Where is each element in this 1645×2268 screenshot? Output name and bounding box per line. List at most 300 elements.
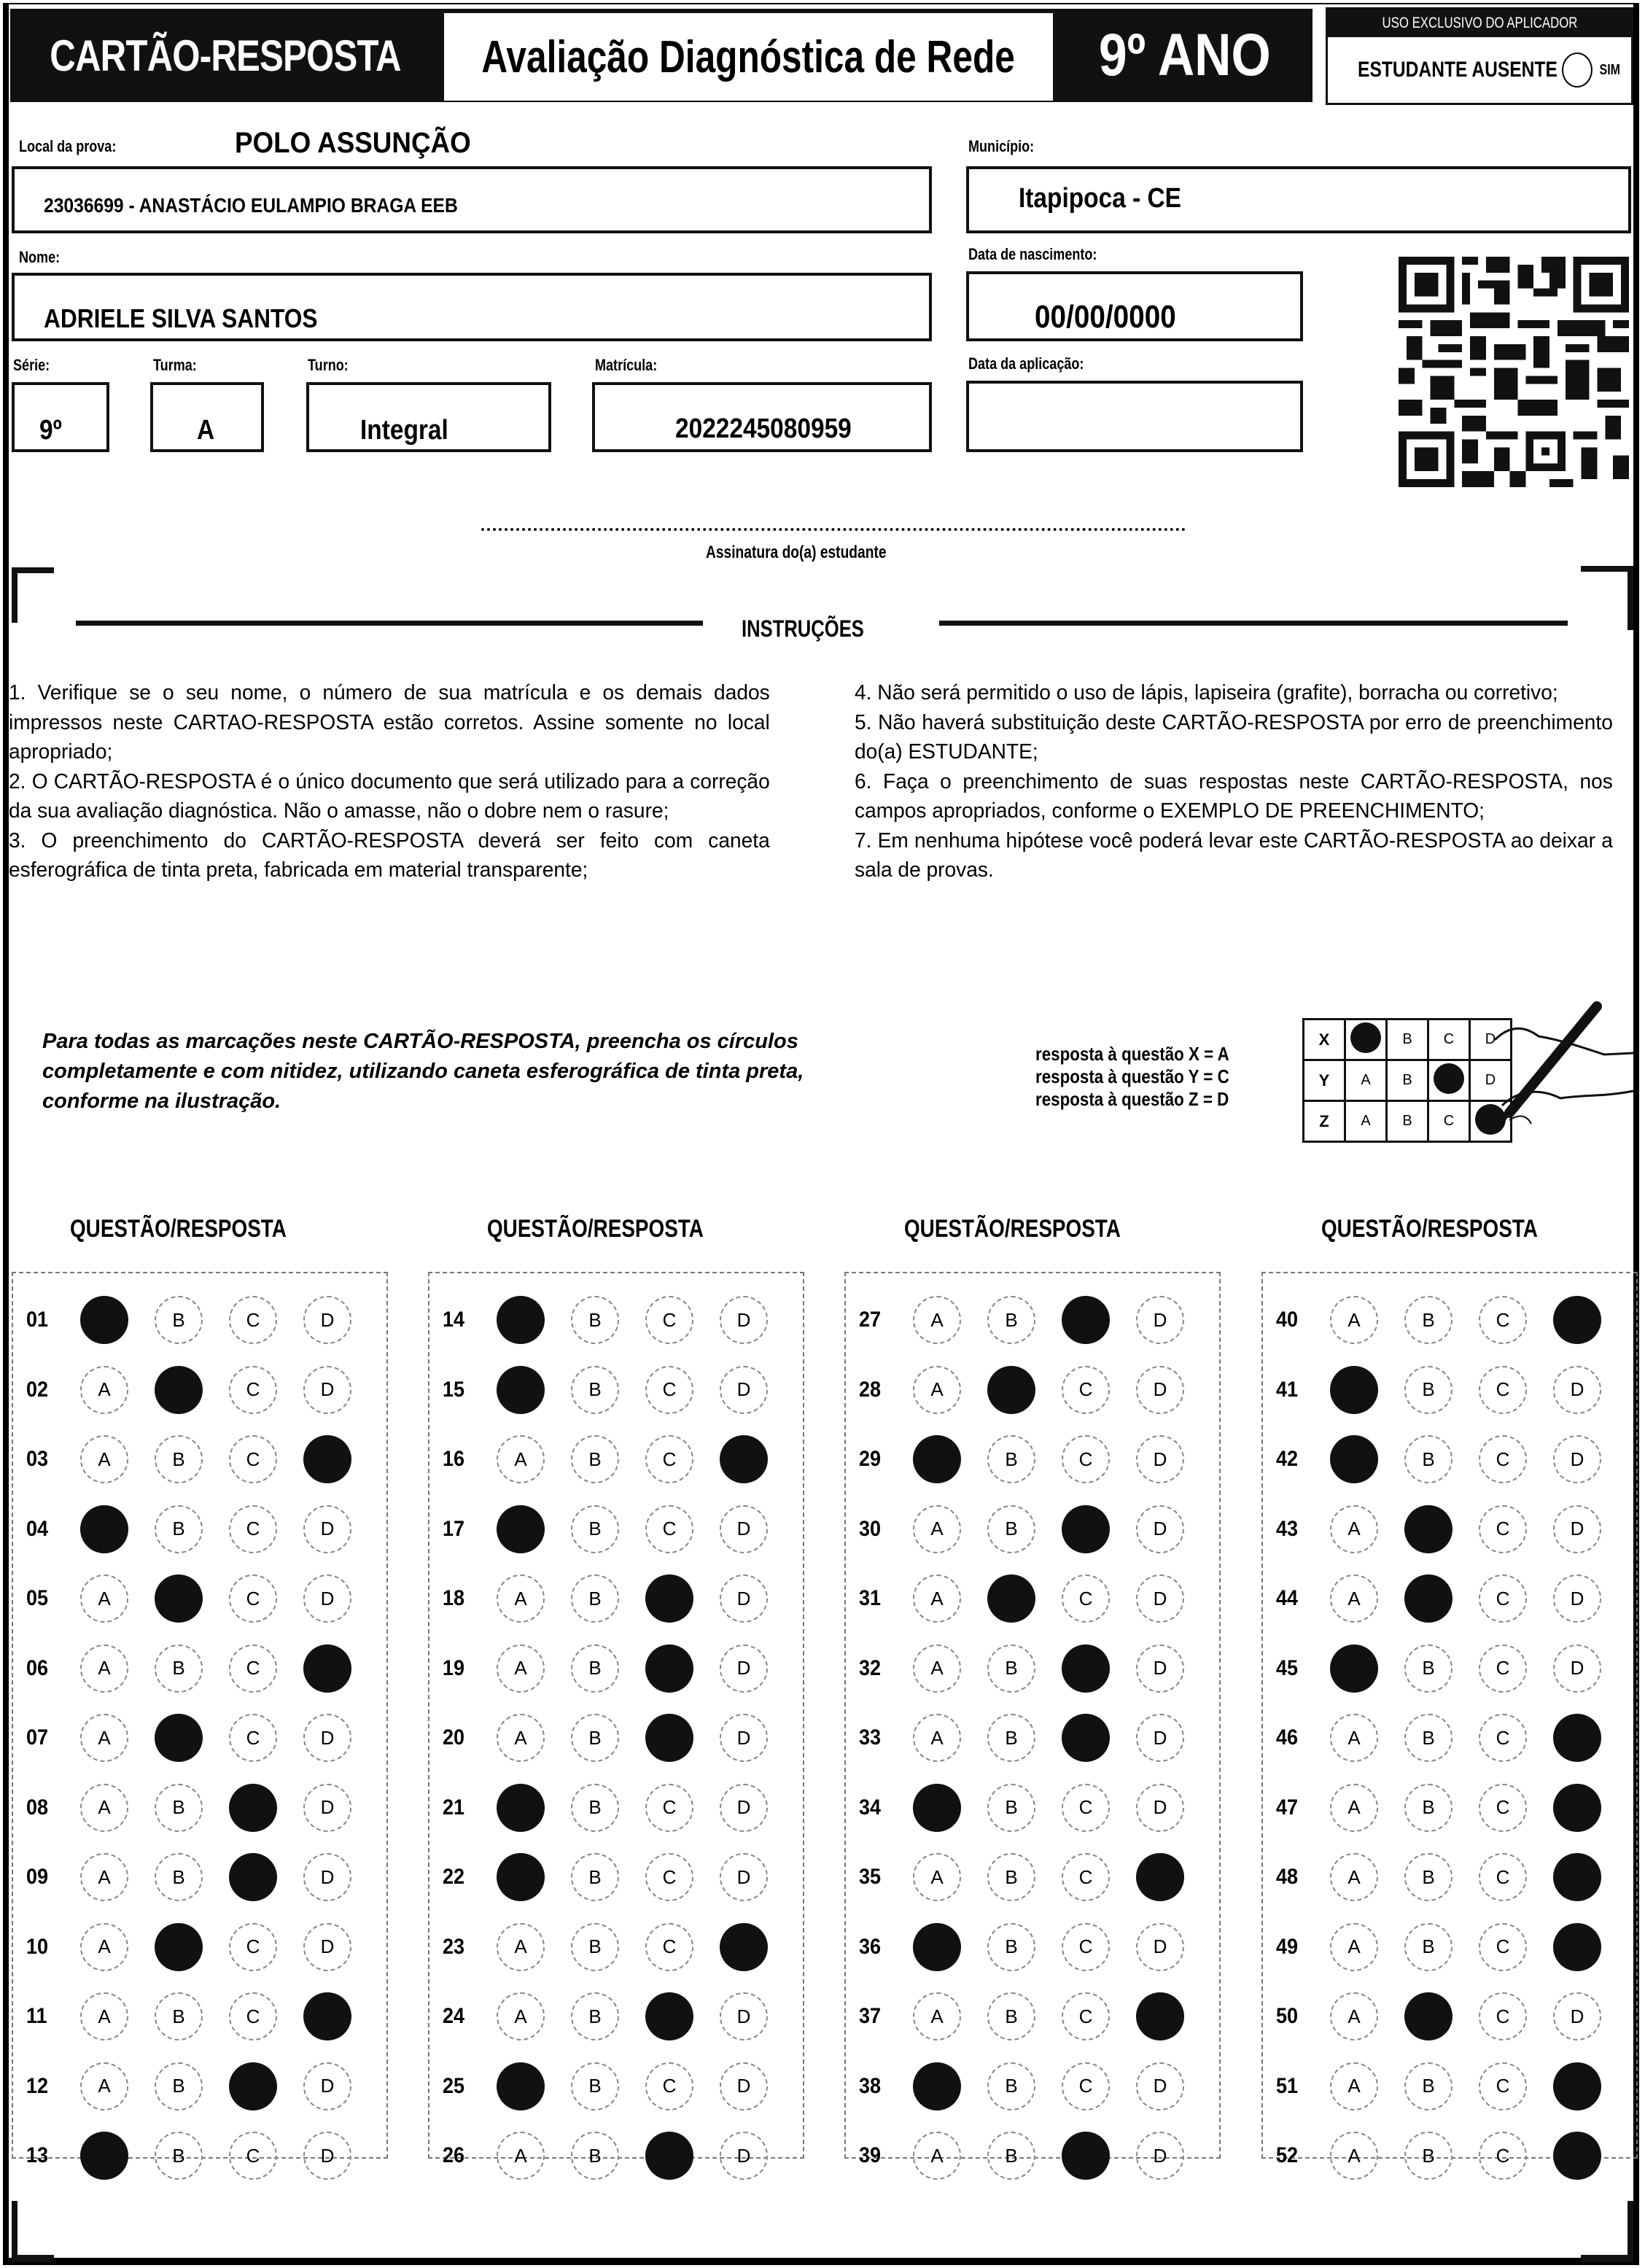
answer-bubble-c[interactable] <box>1062 1296 1110 1344</box>
answer-bubble-d[interactable] <box>720 1923 768 1971</box>
answer-bubble-a[interactable]: A <box>913 1992 961 2040</box>
answer-bubble-b[interactable]: B <box>1404 1784 1452 1832</box>
answer-bubble-b[interactable] <box>155 1923 203 1971</box>
answer-bubble-a[interactable]: A <box>497 1574 545 1623</box>
answer-bubble-b[interactable]: B <box>987 2132 1035 2180</box>
answer-bubble-d[interactable]: D <box>1553 1992 1601 2040</box>
answer-row <box>846 1786 1219 1830</box>
answer-row <box>846 2065 1219 2108</box>
answer-row <box>13 1925 386 1969</box>
answer-bubble-d[interactable] <box>303 1644 351 1693</box>
answer-bubble-c[interactable]: C <box>1479 1714 1527 1762</box>
answer-bubble-d[interactable]: D <box>1553 1435 1601 1483</box>
instructions-rule-right <box>939 621 1568 626</box>
answer-row <box>429 1368 803 1412</box>
answer-row <box>1263 2065 1636 2108</box>
answer-row <box>1263 1577 1636 1620</box>
answer-bubble-c[interactable]: C <box>229 2132 277 2180</box>
answer-bubble-c[interactable]: C <box>1479 2062 1527 2110</box>
question-number: 02 <box>26 1377 49 1402</box>
question-number: 40 <box>1276 1308 1299 1332</box>
answer-bubble-b[interactable]: B <box>571 1644 619 1693</box>
answer-bubble-b[interactable]: B <box>155 1784 203 1832</box>
question-number: 16 <box>443 1447 465 1471</box>
answer-row <box>13 1786 386 1830</box>
answer-bubble-d[interactable]: D <box>303 1366 351 1414</box>
answer-bubble-d[interactable]: D <box>1136 1644 1184 1693</box>
answer-bubble-c[interactable]: C <box>1479 1644 1527 1693</box>
answer-bubble-d[interactable]: D <box>720 2062 768 2110</box>
answer-bubble-b[interactable]: B <box>155 1853 203 1901</box>
answer-bubble-a[interactable]: A <box>1330 1992 1378 2040</box>
answer-bubble-a[interactable]: A <box>913 2132 961 2180</box>
answer-bubble-a[interactable]: A <box>497 1714 545 1762</box>
answer-bubble-a[interactable]: A <box>1330 2132 1378 2180</box>
answer-bubble-b[interactable]: B <box>987 1714 1035 1762</box>
answer-bubble-a[interactable] <box>913 2062 961 2110</box>
answer-bubble-d[interactable]: D <box>1136 1435 1184 1483</box>
answer-bubble-b[interactable]: B <box>571 1505 619 1553</box>
example-option: B <box>1387 1101 1428 1142</box>
answer-row <box>429 2065 803 2108</box>
answer-bubble-a[interactable]: A <box>913 1853 961 1901</box>
answer-bubble-c[interactable]: C <box>1062 1784 1110 1832</box>
question-number: 41 <box>1276 1377 1299 1402</box>
answer-bubble-b[interactable]: B <box>987 1853 1035 1901</box>
answer-bubble-d[interactable]: D <box>303 1714 351 1762</box>
answer-row <box>1263 1925 1636 1969</box>
answer-bubble-a[interactable]: A <box>913 1714 961 1762</box>
answer-bubble-c[interactable]: C <box>645 1435 693 1483</box>
answer-bubble-c[interactable] <box>1062 1644 1110 1693</box>
answer-bubble-d[interactable] <box>1553 2132 1601 2180</box>
answer-bubble-c[interactable]: C <box>1062 2062 1110 2110</box>
answer-bubble-d[interactable]: D <box>303 1574 351 1623</box>
answer-bubble-a[interactable]: A <box>1330 1853 1378 1901</box>
answer-bubble-a[interactable] <box>497 1505 545 1553</box>
answer-bubble-a[interactable]: A <box>497 1435 545 1483</box>
answer-bubble-c[interactable] <box>645 1714 693 1762</box>
answer-bubble-d[interactable]: D <box>720 1296 768 1344</box>
answer-bubble-b[interactable]: B <box>987 1296 1035 1344</box>
answer-bubble-c[interactable]: C <box>229 1296 277 1344</box>
answer-bubble-c[interactable]: C <box>645 1366 693 1414</box>
answer-bubble-b[interactable]: B <box>1404 1714 1452 1762</box>
answer-bubble-a[interactable] <box>1330 1435 1378 1483</box>
question-number: 01 <box>26 1308 49 1332</box>
answer-bubble-c[interactable]: C <box>1062 1853 1110 1901</box>
turno-label: Turno: <box>308 356 349 374</box>
card-title: CARTÃO-RESPOSTA <box>50 31 401 80</box>
answer-bubble-c[interactable]: C <box>229 1574 277 1623</box>
answer-bubble-c[interactable] <box>645 1644 693 1693</box>
answer-bubble-a[interactable]: A <box>80 1923 128 1971</box>
answer-bubble-c[interactable] <box>229 2062 277 2110</box>
answer-row <box>1263 2134 1636 2178</box>
question-number: 50 <box>1276 2004 1299 2028</box>
answer-bubble-c[interactable] <box>645 2132 693 2180</box>
answer-bubble-b[interactable]: B <box>155 2132 203 2180</box>
answer-bubble-d[interactable] <box>1553 1853 1601 1901</box>
answer-bubble-d[interactable]: D <box>1136 1714 1184 1762</box>
answer-bubble-b[interactable] <box>155 1714 203 1762</box>
answer-row <box>1263 1437 1636 1481</box>
answer-bubble-c[interactable]: C <box>1479 1505 1527 1553</box>
answer-bubble-b[interactable]: B <box>155 1644 203 1693</box>
example-option: A <box>1345 1101 1387 1142</box>
answer-bubble-a[interactable] <box>80 1296 128 1344</box>
answer-row <box>13 1298 386 1342</box>
answer-row <box>1263 1507 1636 1551</box>
answer-bubble-d[interactable]: D <box>720 1366 768 1414</box>
section-title: QUESTÃO/RESPOSTA <box>904 1215 1121 1243</box>
qr-code <box>1399 257 1629 487</box>
answer-bubble-d[interactable] <box>1553 1296 1601 1344</box>
answer-bubble-b[interactable]: B <box>571 1574 619 1623</box>
answer-bubble-a[interactable]: A <box>913 1505 961 1553</box>
answer-bubble-c[interactable]: C <box>645 2062 693 2110</box>
answer-bubble-c[interactable] <box>229 1784 277 1832</box>
answer-bubble-b[interactable]: B <box>571 1784 619 1832</box>
answer-bubble-a[interactable]: A <box>497 1992 545 2040</box>
answer-bubble-b[interactable]: B <box>571 1296 619 1344</box>
answer-bubble-c[interactable]: C <box>645 1505 693 1553</box>
answer-bubble-a[interactable]: A <box>1330 1784 1378 1832</box>
answer-bubble-c[interactable]: C <box>1479 1784 1527 1832</box>
answer-bubble-a[interactable] <box>80 1505 128 1553</box>
answer-bubble-b[interactable] <box>1404 1505 1452 1553</box>
answer-bubble-c[interactable]: C <box>229 1366 277 1414</box>
answer-row <box>1263 1647 1636 1690</box>
answer-bubble-c[interactable]: C <box>1062 1366 1110 1414</box>
answer-bubble-b[interactable] <box>987 1574 1035 1623</box>
answer-bubble-d[interactable]: D <box>1553 1574 1601 1623</box>
answer-bubble-d[interactable] <box>1136 1853 1184 1901</box>
answer-bubble-a[interactable]: A <box>1330 1714 1378 1762</box>
answer-bubble-b[interactable]: B <box>571 2062 619 2110</box>
answer-row <box>13 2134 386 2178</box>
answer-bubble-a[interactable]: A <box>497 1644 545 1693</box>
answer-bubble-d[interactable]: D <box>720 2132 768 2180</box>
instruction-item: 2. O CARTÃO-RESPOSTA é o único documento que será utilizado para a correção da sua avaliação diagnóstica. Não o amasse, não o dobre nem o rasure; <box>9 769 770 823</box>
answer-bubble-d[interactable]: D <box>720 1853 768 1901</box>
answer-bubble-a[interactable]: A <box>497 1923 545 1971</box>
answer-bubble-c[interactable]: C <box>1479 2132 1527 2180</box>
answer-bubble-c[interactable]: C <box>645 1784 693 1832</box>
answer-bubble-b[interactable] <box>1404 1574 1452 1623</box>
answer-bubble-a[interactable]: A <box>1330 1505 1378 1553</box>
question-number: 23 <box>443 1934 465 1959</box>
answer-bubble-c[interactable] <box>1062 1505 1110 1553</box>
answer-bubble-c[interactable]: C <box>1479 1574 1527 1623</box>
answer-row <box>846 1298 1219 1342</box>
answer-bubble-d[interactable]: D <box>303 1853 351 1901</box>
example-option: B <box>1387 1020 1428 1060</box>
answer-bubble-b[interactable] <box>155 1366 203 1414</box>
answer-bubble-a[interactable]: A <box>913 1366 961 1414</box>
answer-bubble-d[interactable] <box>1553 2062 1601 2110</box>
answer-bubble-a[interactable] <box>497 1784 545 1832</box>
answer-bubble-b[interactable]: B <box>1404 2062 1452 2110</box>
question-number: 37 <box>859 2004 882 2028</box>
answer-row <box>846 1716 1219 1760</box>
answer-bubble-c[interactable]: C <box>1062 1435 1110 1483</box>
answer-bubble-d[interactable]: D <box>1553 1366 1601 1414</box>
answer-bubble-b[interactable]: B <box>571 1992 619 2040</box>
answer-bubble-c[interactable]: C <box>229 1505 277 1553</box>
answer-row <box>846 1507 1219 1551</box>
answer-row <box>846 1577 1219 1620</box>
answer-bubble-c[interactable]: C <box>1479 1853 1527 1901</box>
answer-bubble-c[interactable]: C <box>645 1923 693 1971</box>
pen-hand-illustration-icon <box>1488 996 1641 1157</box>
answer-bubble-b[interactable]: B <box>1404 1366 1452 1414</box>
answer-bubble-a[interactable]: A <box>913 1296 961 1344</box>
answer-bubble-b[interactable] <box>1404 1992 1452 2040</box>
answer-bubble-c[interactable]: C <box>229 1992 277 2040</box>
answer-bubble-a[interactable]: A <box>80 1574 128 1623</box>
absent-bubble[interactable] <box>1562 53 1592 88</box>
answer-bubble-c[interactable]: C <box>1479 1923 1527 1971</box>
question-number: 42 <box>1276 1447 1299 1471</box>
question-number: 47 <box>1276 1795 1299 1820</box>
answer-bubble-d[interactable]: D <box>1136 1296 1184 1344</box>
answer-bubble-c[interactable]: C <box>229 1644 277 1693</box>
answer-bubble-d[interactable]: D <box>303 2132 351 2180</box>
answer-bubble-d[interactable] <box>720 1435 768 1483</box>
answer-bubble-d[interactable] <box>1136 1992 1184 2040</box>
answer-bubble-c[interactable] <box>645 1574 693 1623</box>
corner-mark-bottom-left <box>12 2201 54 2262</box>
answer-bubble-c[interactable]: C <box>1479 1435 1527 1483</box>
applicator-title: USO EXCLUSIVO DO APLICADOR <box>1328 9 1631 37</box>
answer-bubble-b[interactable]: B <box>987 1644 1035 1693</box>
answer-bubble-b[interactable]: B <box>987 1923 1035 1971</box>
answer-bubble-b[interactable]: B <box>987 2062 1035 2110</box>
answer-bubble-a[interactable]: A <box>1330 1923 1378 1971</box>
answer-bubble-a[interactable]: A <box>913 1644 961 1693</box>
answer-bubble-c[interactable]: C <box>1062 1574 1110 1623</box>
absent-label: ESTUDANTE AUSENTE <box>1358 58 1558 82</box>
instructions-rule-left <box>76 621 703 626</box>
example-option: A <box>1345 1060 1387 1101</box>
answer-bubble-b[interactable]: B <box>1404 1853 1452 1901</box>
question-number: 39 <box>859 2143 882 2167</box>
answer-row <box>13 1647 386 1690</box>
question-number: 13 <box>26 2143 49 2167</box>
answer-bubble-a[interactable]: A <box>80 1366 128 1414</box>
answer-bubble-d[interactable]: D <box>1136 1923 1184 1971</box>
question-number: 33 <box>859 1725 882 1749</box>
answer-bubble-c[interactable] <box>229 1853 277 1901</box>
answer-bubble-c[interactable] <box>1062 1714 1110 1762</box>
answer-bubble-a[interactable]: A <box>1330 1574 1378 1623</box>
answer-bubble-c[interactable]: C <box>229 1435 277 1483</box>
local-label: Local da prova: <box>19 137 117 155</box>
example-question-label: Z <box>1304 1101 1345 1142</box>
question-number: 11 <box>26 2004 47 2028</box>
example-option: D <box>1470 1060 1512 1101</box>
answer-bubble-d[interactable]: D <box>1553 1644 1601 1693</box>
answer-row <box>846 1855 1219 1899</box>
instruction-item: 3. O preenchimento do CARTÃO-RESPOSTA deverá ser feito com caneta esferográfica de tinta preta, fabricada em material transparente; <box>9 828 770 882</box>
answer-bubble-d[interactable]: D <box>720 1574 768 1623</box>
answer-bubble-a[interactable] <box>80 2132 128 2180</box>
answer-bubble-d[interactable]: D <box>1136 1505 1184 1553</box>
answer-bubble-d[interactable]: D <box>303 1505 351 1553</box>
answer-bubble-a[interactable]: A <box>1330 1296 1378 1344</box>
answer-bubble-b[interactable]: B <box>571 1853 619 1901</box>
question-number: 21 <box>443 1795 465 1820</box>
answer-bubble-d[interactable]: D <box>1136 1574 1184 1623</box>
answer-bubble-b[interactable]: B <box>155 1435 203 1483</box>
signature-line[interactable] <box>481 528 1186 531</box>
matricula-label: Matrícula: <box>595 356 658 374</box>
answer-bubble-d[interactable]: D <box>720 1714 768 1762</box>
answer-bubble-d[interactable]: D <box>1553 1505 1601 1553</box>
answer-bubble-b[interactable]: B <box>571 2132 619 2180</box>
answer-bubble-b[interactable]: B <box>1404 2132 1452 2180</box>
answer-row <box>1263 1855 1636 1899</box>
answer-bubble-c[interactable]: C <box>645 1853 693 1901</box>
answer-bubble-b[interactable]: B <box>1404 1644 1452 1693</box>
answer-bubble-a[interactable] <box>913 1435 961 1483</box>
absent-option-label: SIM <box>1599 61 1621 78</box>
answer-bubble-a[interactable] <box>913 1923 961 1971</box>
answer-bubble-b[interactable]: B <box>987 1784 1035 1832</box>
answer-bubble-a[interactable]: A <box>80 1784 128 1832</box>
answer-bubble-b[interactable]: B <box>155 1296 203 1344</box>
answer-bubble-d[interactable] <box>303 1992 351 2040</box>
fill-instructions-note: Para todas as marcações neste CARTÃO-RESPOSTA, preencha os círculos completamente e com nitidez, utilizando caneta esferográfica de tinta preta, conforme na ilustração. <box>42 1030 804 1113</box>
answer-bubble-c[interactable]: C <box>229 1923 277 1971</box>
answer-bubble-b[interactable]: B <box>987 1435 1035 1483</box>
example-question-label: Y <box>1304 1060 1345 1101</box>
answer-bubble-d[interactable] <box>1553 1923 1601 1971</box>
answer-bubble-b[interactable]: B <box>155 1505 203 1553</box>
answer-panel-4 <box>1261 1272 1638 2167</box>
section-title: QUESTÃO/RESPOSTA <box>1321 1215 1538 1243</box>
answer-row <box>1263 1716 1636 1760</box>
answer-row <box>429 1298 803 1342</box>
answer-bubble-d[interactable]: D <box>720 1644 768 1693</box>
answer-bubble-a[interactable] <box>497 1296 545 1344</box>
answer-bubble-a[interactable] <box>1330 1644 1378 1693</box>
answer-bubble-a[interactable]: A <box>497 2132 545 2180</box>
question-number: 48 <box>1276 1865 1299 1889</box>
answer-bubble-a[interactable] <box>497 1853 545 1901</box>
corner-mark-top-left <box>12 567 54 623</box>
answer-bubble-b[interactable]: B <box>571 1923 619 1971</box>
answer-bubble-a[interactable] <box>913 1784 961 1832</box>
answer-bubble-d[interactable]: D <box>720 1505 768 1553</box>
answer-bubble-b[interactable] <box>155 1574 203 1623</box>
answer-bubble-d[interactable]: D <box>720 1992 768 2040</box>
answer-bubble-d[interactable]: D <box>720 1784 768 1832</box>
answer-bubble-a[interactable]: A <box>80 1435 128 1483</box>
answer-bubble-c[interactable] <box>1062 2132 1110 2180</box>
answer-bubble-d[interactable]: D <box>1136 2132 1184 2180</box>
example-filled-bubble <box>1345 1020 1387 1060</box>
answer-bubble-a[interactable]: A <box>1330 2062 1378 2110</box>
answer-bubble-a[interactable] <box>1330 1366 1378 1414</box>
answer-row <box>429 1716 803 1760</box>
turno-field: Integral <box>306 382 551 452</box>
question-number: 12 <box>26 2073 49 2098</box>
answer-bubble-a[interactable]: A <box>913 1574 961 1623</box>
answer-bubble-b[interactable]: B <box>571 1435 619 1483</box>
answer-bubble-d[interactable]: D <box>303 1923 351 1971</box>
section-title: QUESTÃO/RESPOSTA <box>70 1215 287 1243</box>
answer-bubble-a[interactable]: A <box>80 1714 128 1762</box>
question-number: 14 <box>443 1308 465 1332</box>
answer-row <box>429 1786 803 1830</box>
answer-bubble-d[interactable]: D <box>1136 1784 1184 1832</box>
answer-bubble-d[interactable]: D <box>303 1784 351 1832</box>
answer-row <box>1263 1298 1636 1342</box>
question-number: 32 <box>859 1655 882 1680</box>
serie-label: Série: <box>13 356 50 374</box>
question-number: 28 <box>859 1377 882 1402</box>
answer-bubble-c[interactable]: C <box>229 1714 277 1762</box>
answer-bubble-b[interactable]: B <box>1404 1296 1452 1344</box>
answer-bubble-b[interactable]: B <box>987 1992 1035 2040</box>
answer-bubble-c[interactable]: C <box>645 1296 693 1344</box>
answer-bubble-d[interactable]: D <box>1136 2062 1184 2110</box>
answer-bubble-c[interactable] <box>645 1992 693 2040</box>
answer-bubble-c[interactable]: C <box>1479 1296 1527 1344</box>
answer-bubble-b[interactable] <box>987 1366 1035 1414</box>
answer-bubble-a[interactable]: A <box>80 2062 128 2110</box>
answer-bubble-c[interactable]: C <box>1062 1992 1110 2040</box>
answer-bubble-a[interactable]: A <box>80 1853 128 1901</box>
answer-bubble-c[interactable]: C <box>1479 1992 1527 2040</box>
answer-bubble-d[interactable] <box>1553 1784 1601 1832</box>
answer-row <box>429 1647 803 1690</box>
corner-mark-bottom-right <box>1581 2201 1633 2262</box>
header-bar <box>10 9 1312 102</box>
answer-bubble-b[interactable]: B <box>155 1992 203 2040</box>
question-number: 04 <box>26 1516 49 1541</box>
answer-bubble-d[interactable]: D <box>1136 1366 1184 1414</box>
answer-bubble-c[interactable]: C <box>1479 1366 1527 1414</box>
answer-bubble-b[interactable]: B <box>1404 1923 1452 1971</box>
instructions-left-column <box>9 678 793 885</box>
question-number: 31 <box>859 1586 882 1610</box>
answer-bubble-b[interactable]: B <box>155 2062 203 2110</box>
instruction-item: 7. Em nenhuma hipótese você poderá levar este CARTÃO-RESPOSTA ao deixar a sala de provas. <box>855 828 1613 882</box>
question-number: 17 <box>443 1516 465 1541</box>
answer-bubble-a[interactable]: A <box>80 1992 128 2040</box>
answer-row <box>846 1647 1219 1690</box>
example-legend: resposta à questão X = A resposta à questão Y = C resposta à questão Z = D <box>1035 1043 1229 1110</box>
answer-bubble-b[interactable]: B <box>1404 1435 1452 1483</box>
answer-bubble-a[interactable] <box>497 1366 545 1414</box>
answer-row <box>429 1437 803 1481</box>
answer-bubble-d[interactable]: D <box>303 2062 351 2110</box>
answer-bubble-b[interactable]: B <box>571 1714 619 1762</box>
answer-bubble-d[interactable] <box>303 1435 351 1483</box>
answer-bubble-a[interactable]: A <box>80 1644 128 1693</box>
answer-bubble-b[interactable]: B <box>571 1366 619 1414</box>
question-number: 25 <box>443 2073 465 2098</box>
answer-bubble-c[interactable]: C <box>1062 1923 1110 1971</box>
answer-bubble-d[interactable] <box>1553 1714 1601 1762</box>
answer-bubble-d[interactable]: D <box>303 1296 351 1344</box>
answer-bubble-b[interactable]: B <box>987 1505 1035 1553</box>
answer-bubble-a[interactable] <box>497 2062 545 2110</box>
answer-row <box>13 1368 386 1412</box>
